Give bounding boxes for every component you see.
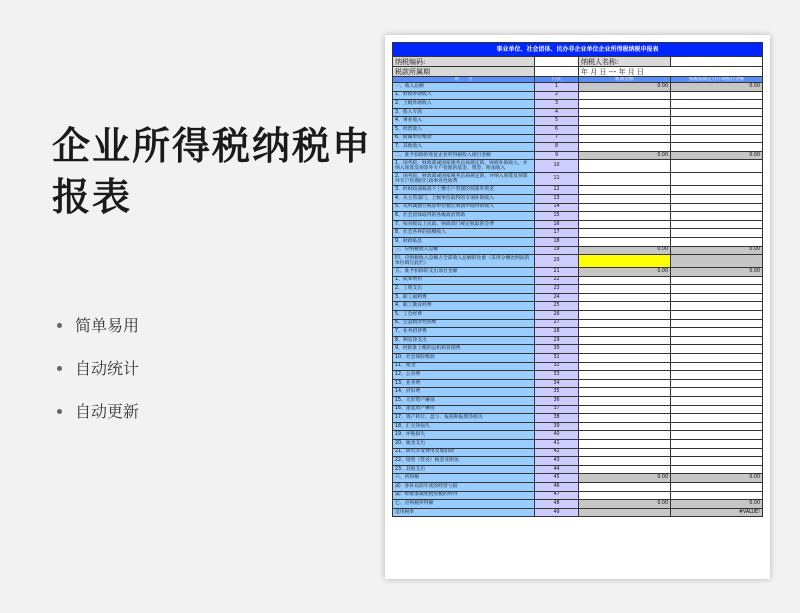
adjusted-amount-cell[interactable] [671, 125, 763, 134]
amount-cell[interactable] [579, 491, 671, 500]
row-label: 5、工会经费 [393, 311, 535, 320]
adjusted-amount-cell[interactable] [671, 345, 763, 354]
adjusted-amount-cell[interactable] [671, 302, 763, 311]
row-label: 4、职工教育经费 [393, 302, 535, 311]
row-label: 21、研究开发费用及加扣除 [393, 448, 535, 457]
amount-cell[interactable] [579, 160, 671, 173]
amount-cell[interactable] [579, 194, 671, 203]
amount-cell[interactable] [579, 229, 671, 238]
table-row [393, 500, 763, 509]
amount-cell[interactable] [579, 143, 671, 152]
row-number: 8 [535, 143, 579, 152]
amount-cell[interactable] [579, 482, 671, 491]
row-label: 8、社会各界的捐赠收入 [393, 229, 535, 238]
row-number: 41 [535, 439, 579, 448]
amount-cell[interactable] [579, 405, 671, 414]
amount-cell[interactable] [579, 371, 671, 380]
table-row [393, 371, 763, 380]
row-number: 17 [535, 229, 579, 238]
row-label: 5、从所属独立核算单位税后利润中取得的收入 [393, 203, 535, 212]
row-number: 45 [535, 474, 579, 483]
adjusted-amount-cell[interactable] [671, 212, 763, 221]
adjusted-amount-cell[interactable] [671, 431, 763, 440]
sheet-header: 事业单位、社会团体、民办非企业单位企业所得税纳税申报表 [393, 43, 763, 57]
table-row [393, 151, 763, 160]
spreadsheet-preview [385, 35, 770, 579]
amount-cell[interactable] [579, 388, 671, 397]
adjusted-amount-cell[interactable] [671, 134, 763, 143]
col-amount-header: 帐载金额 [579, 77, 671, 83]
adjusted-amount-cell[interactable] [671, 255, 763, 268]
row-number: 16 [535, 220, 579, 229]
feature-item [57, 313, 139, 356]
feature-label: 简单易用 [75, 316, 140, 335]
table-row [393, 91, 763, 100]
amount-cell[interactable] [579, 91, 671, 100]
amount-cell[interactable] [579, 465, 671, 474]
row-label: 16、递延资产摊销 [393, 405, 535, 414]
row-number: 11 [535, 173, 579, 186]
adjusted-amount-cell[interactable] [671, 465, 763, 474]
row-number: 14 [535, 203, 579, 212]
amount-cell[interactable]: 0.00 [579, 151, 671, 160]
adjusted-amount-cell[interactable] [671, 91, 763, 100]
amount-cell[interactable] [579, 311, 671, 320]
col-adjusted-header: 按税法规定自行调整后金额 [671, 77, 763, 83]
amount-cell[interactable] [579, 212, 671, 221]
table-row [393, 414, 763, 423]
adjusted-amount-cell[interactable] [671, 194, 763, 203]
row-label: 二、准予扣除的免征企业所得税收入项目金额 [393, 151, 535, 160]
feature-item [57, 356, 139, 399]
table-row [393, 268, 763, 277]
row-number: 18 [535, 237, 579, 246]
amount-cell[interactable] [579, 285, 671, 294]
row-number: 38 [535, 414, 579, 423]
table-row [393, 491, 763, 500]
row-label: 一、收入总额 [393, 83, 535, 92]
adjusted-amount-cell[interactable]: #VALUE! [671, 508, 763, 517]
table-row [393, 457, 763, 466]
row-number: 15 [535, 212, 579, 221]
row-label: 3、职工福利费 [393, 293, 535, 302]
table-row [393, 285, 763, 294]
amount-cell[interactable] [579, 362, 671, 371]
row-number: 5 [535, 117, 579, 126]
row-label: 18、汇兑净损失 [393, 422, 535, 431]
bullet-dot-icon [57, 366, 62, 371]
amount-cell[interactable] [579, 186, 671, 195]
amount-cell[interactable] [579, 397, 671, 406]
row-label: 六、所得额 [393, 474, 535, 483]
amount-cell[interactable] [579, 328, 671, 337]
table-row [393, 474, 763, 483]
table-row [393, 354, 763, 363]
row-number: 47 [535, 491, 579, 500]
adjusted-amount-cell[interactable] [671, 100, 763, 109]
adjusted-amount-cell[interactable] [671, 336, 763, 345]
table-row [393, 311, 763, 320]
row-number: 3 [535, 100, 579, 109]
adjusted-amount-cell[interactable] [671, 328, 763, 337]
amount-cell[interactable] [579, 508, 671, 517]
adjusted-amount-cell[interactable] [671, 311, 763, 320]
amount-cell[interactable] [579, 237, 671, 246]
row-number: 28 [535, 328, 579, 337]
adjusted-amount-cell[interactable] [671, 203, 763, 212]
amount-cell[interactable]: 0.00 [579, 268, 671, 277]
amount-cell[interactable]: 0.00 [579, 83, 671, 92]
table-row [393, 319, 763, 328]
adjusted-amount-cell[interactable] [671, 354, 763, 363]
table-row [393, 203, 763, 212]
row-number: 7 [535, 134, 579, 143]
period-label: 税款所属期 [393, 67, 535, 77]
row-number: 37 [535, 405, 579, 414]
table-row [393, 108, 763, 117]
amount-cell[interactable] [579, 203, 671, 212]
amount-cell[interactable] [579, 336, 671, 345]
amount-cell[interactable] [579, 173, 671, 186]
row-number: 36 [535, 397, 579, 406]
table-row [393, 246, 763, 255]
row-number: 21 [535, 268, 579, 277]
adjusted-amount-cell[interactable] [671, 439, 763, 448]
row-label: 7、其他收入 [393, 143, 535, 152]
row-label: 6、社会团体取得的各级政府资助 [393, 212, 535, 221]
table-row [393, 134, 763, 143]
row-label: 17、资产转让、盘亏、报损和报废净损失 [393, 414, 535, 423]
table-row [393, 448, 763, 457]
table-row [393, 328, 763, 337]
row-label: 五、准予扣除的支出项目金额 [393, 268, 535, 277]
table-row [393, 431, 763, 440]
row-label: 2、工资支出 [393, 285, 535, 294]
adjusted-amount-cell[interactable] [671, 397, 763, 406]
row-label: 1、国务院、财政部或国家税务总局规定的，财政补助收入，并纳入预算及预算外专户管理的基金、资金、附加收入 [393, 160, 535, 173]
table-row [393, 482, 763, 491]
adjusted-amount-cell[interactable]: 0.00 [671, 151, 763, 160]
row-label: 12、公杂费 [393, 371, 535, 380]
row-label: 2、上级补助收入 [393, 100, 535, 109]
adjusted-amount-cell[interactable] [671, 186, 763, 195]
row-label: 5、经营收入 [393, 125, 535, 134]
row-label: 7、业务招待费 [393, 328, 535, 337]
adjusted-amount-cell[interactable] [671, 482, 763, 491]
table-row [393, 160, 763, 173]
adjusted-amount-cell[interactable] [671, 371, 763, 380]
adjusted-amount-cell[interactable] [671, 143, 763, 152]
table-row [393, 276, 763, 285]
amount-cell[interactable] [579, 354, 671, 363]
row-number: 48 [535, 500, 579, 509]
table-row [393, 362, 763, 371]
row-label: 三、应纳税收入总额 [393, 246, 535, 255]
row-number: 6 [535, 125, 579, 134]
table-row [393, 293, 763, 302]
amount-cell[interactable]: 0.00 [579, 500, 671, 509]
adjusted-amount-cell[interactable] [671, 160, 763, 173]
row-number: 22 [535, 276, 579, 285]
amount-cell[interactable] [579, 117, 671, 126]
table-row [393, 397, 763, 406]
row-label: 14、折旧费 [393, 388, 535, 397]
row-number: 9 [535, 151, 579, 160]
adjusted-amount-cell[interactable]: 0.00 [671, 474, 763, 483]
row-number: 24 [535, 293, 579, 302]
row-number: 30 [535, 345, 579, 354]
amount-cell[interactable] [579, 448, 671, 457]
feature-label: 自动统计 [75, 359, 140, 378]
row-number: 13 [535, 194, 579, 203]
row-number: 4 [535, 108, 579, 117]
adjusted-amount-cell[interactable] [671, 319, 763, 328]
row-label: 8、利息净支出 [393, 336, 535, 345]
amount-cell[interactable] [579, 422, 671, 431]
amount-cell[interactable]: 0.00 [579, 246, 671, 255]
tax-return-table [392, 42, 763, 517]
adjusted-amount-cell[interactable]: 0.00 [671, 268, 763, 277]
row-label: 20、税金支出 [393, 439, 535, 448]
table-row [393, 229, 763, 238]
table-row [393, 388, 763, 397]
col-row-header: 行次 [535, 77, 579, 83]
adjusted-amount-cell[interactable] [671, 422, 763, 431]
adjusted-amount-cell[interactable] [671, 285, 763, 294]
amount-cell[interactable] [579, 457, 671, 466]
col-item-header: 项 目 [393, 77, 535, 83]
row-label: 23、其他支出 [393, 465, 535, 474]
table-row [393, 212, 763, 221]
adjusted-amount-cell[interactable] [671, 388, 763, 397]
amount-cell[interactable] [579, 379, 671, 388]
row-label: 7、按省级以上民政、财政部门规定收取的会费 [393, 220, 535, 229]
sheet-header-row [393, 43, 763, 57]
row-label: 15、无形资产摊销 [393, 397, 535, 406]
row-label: 3、经财政部核准不上缴专户管理的预算外资金 [393, 186, 535, 195]
amount-cell[interactable] [579, 100, 671, 109]
adjusted-amount-cell[interactable] [671, 108, 763, 117]
row-number: 25 [535, 302, 579, 311]
table-row [393, 336, 763, 345]
adjusted-amount-cell[interactable] [671, 173, 763, 186]
row-number: 10 [535, 160, 579, 173]
amount-cell[interactable] [579, 319, 671, 328]
table-row [393, 143, 763, 152]
amount-cell[interactable] [579, 439, 671, 448]
adjusted-amount-cell[interactable] [671, 220, 763, 229]
adjusted-amount-cell[interactable]: 0.00 [671, 500, 763, 509]
table-row [393, 186, 763, 195]
amount-cell[interactable] [579, 293, 671, 302]
row-label: 四、应纳税收入总额占全部收入总额的比重（采用分摊比例法的单位填写此栏） [393, 255, 535, 268]
row-label: 3、拨入专款 [393, 108, 535, 117]
amount-cell[interactable] [579, 220, 671, 229]
table-row [393, 255, 763, 268]
row-label: 七、应纳税所得额 [393, 500, 535, 509]
row-label: 减：弥补以前年度的经营亏损 [393, 482, 535, 491]
row-number: 2 [535, 91, 579, 100]
row-number: 32 [535, 362, 579, 371]
row-number: 12 [535, 186, 579, 195]
amount-cell[interactable]: 0.00 [579, 474, 671, 483]
table-row [393, 117, 763, 126]
taxpayer-cell[interactable] [671, 57, 763, 67]
row-number: 44 [535, 465, 579, 474]
table-row [393, 508, 763, 517]
table-row [393, 220, 763, 229]
row-number: 26 [535, 311, 579, 320]
amount-cell[interactable] [579, 276, 671, 285]
row-label: 10、社会保险缴款 [393, 354, 535, 363]
row-label: 4、事业收入 [393, 117, 535, 126]
table-row [393, 345, 763, 354]
row-number: 23 [535, 285, 579, 294]
amount-cell[interactable] [579, 134, 671, 143]
tax-code-row [393, 57, 763, 67]
amount-cell[interactable] [579, 414, 671, 423]
table-row [393, 302, 763, 311]
period-row [393, 67, 763, 77]
adjusted-amount-cell[interactable] [671, 457, 763, 466]
adjusted-amount-cell[interactable] [671, 379, 763, 388]
adjusted-amount-cell[interactable]: 0.00 [671, 83, 763, 92]
table-row [393, 439, 763, 448]
adjusted-amount-cell[interactable] [671, 237, 763, 246]
table-row [393, 237, 763, 246]
row-label: 1、成本费用 [393, 276, 535, 285]
row-label: 22、销售（营业）税金及附加 [393, 457, 535, 466]
row-label: 9、经批准上缴的总机构管理费 [393, 345, 535, 354]
table-row [393, 405, 763, 414]
row-label: 4、从主管部门、上级单位取得的专项补助收入 [393, 194, 535, 203]
row-label: 9、财政贴息 [393, 237, 535, 246]
adjusted-amount-cell[interactable] [671, 414, 763, 423]
row-label: 13、业务费 [393, 379, 535, 388]
table-row [393, 173, 763, 186]
row-number: 42 [535, 448, 579, 457]
row-number: 49 [535, 508, 579, 517]
table-row [393, 100, 763, 109]
table-row [393, 465, 763, 474]
adjusted-amount-cell[interactable]: 0.00 [671, 246, 763, 255]
table-row [393, 194, 763, 203]
row-label: 11、租金 [393, 362, 535, 371]
row-number: 29 [535, 336, 579, 345]
feature-label: 自动更新 [75, 402, 140, 421]
row-label: 2、国务院、财政部或国家税务总局规定的，并纳入预算及预算外专户管理的行政事业性收费 [393, 173, 535, 186]
adjusted-amount-cell[interactable] [671, 276, 763, 285]
adjusted-amount-cell[interactable] [671, 229, 763, 238]
row-label: 适用税率 [393, 508, 535, 517]
table-row [393, 83, 763, 92]
table-row [393, 379, 763, 388]
bullet-dot-icon [57, 409, 62, 414]
amount-cell[interactable] [579, 125, 671, 134]
adjusted-amount-cell[interactable] [671, 405, 763, 414]
adjusted-amount-cell[interactable] [671, 117, 763, 126]
adjusted-amount-cell[interactable] [671, 448, 763, 457]
period-blank-cell [535, 67, 579, 77]
period-value[interactable]: 年 月 日 --- 年 月 日 [579, 67, 763, 77]
row-number: 46 [535, 482, 579, 491]
adjusted-amount-cell[interactable] [671, 293, 763, 302]
amount-cell[interactable] [579, 431, 671, 440]
row-number: 39 [535, 422, 579, 431]
feature-item [57, 399, 139, 442]
feature-list [57, 313, 139, 442]
row-number: 19 [535, 246, 579, 255]
row-label: 1、财政补助收入 [393, 91, 535, 100]
row-number: 33 [535, 371, 579, 380]
row-number: 20 [535, 255, 579, 268]
bullet-dot-icon [57, 323, 62, 328]
row-number: 43 [535, 457, 579, 466]
amount-cell[interactable] [579, 302, 671, 311]
tax-code-label: 纳税编码: [393, 57, 535, 67]
row-number: 35 [535, 388, 579, 397]
amount-cell[interactable] [579, 345, 671, 354]
tax-code-cell[interactable] [535, 57, 579, 67]
page-title: 企业所得税纳税申报表 [52, 124, 373, 219]
row-label: 6、公益救济性捐赠 [393, 319, 535, 328]
taxpayer-label: 纳税人名称: [579, 57, 671, 67]
amount-cell[interactable] [579, 255, 671, 268]
row-number: 31 [535, 354, 579, 363]
row-label: 减：经批准减免税免税的所得 [393, 491, 535, 500]
row-number: 1 [535, 83, 579, 92]
row-number: 40 [535, 431, 579, 440]
row-number: 34 [535, 379, 579, 388]
table-row [393, 422, 763, 431]
adjusted-amount-cell[interactable] [671, 362, 763, 371]
row-label: 6、附属单位缴款 [393, 134, 535, 143]
amount-cell[interactable] [579, 108, 671, 117]
row-number: 27 [535, 319, 579, 328]
row-label: 19、坏账损失 [393, 431, 535, 440]
adjusted-amount-cell[interactable] [671, 491, 763, 500]
table-row [393, 125, 763, 134]
